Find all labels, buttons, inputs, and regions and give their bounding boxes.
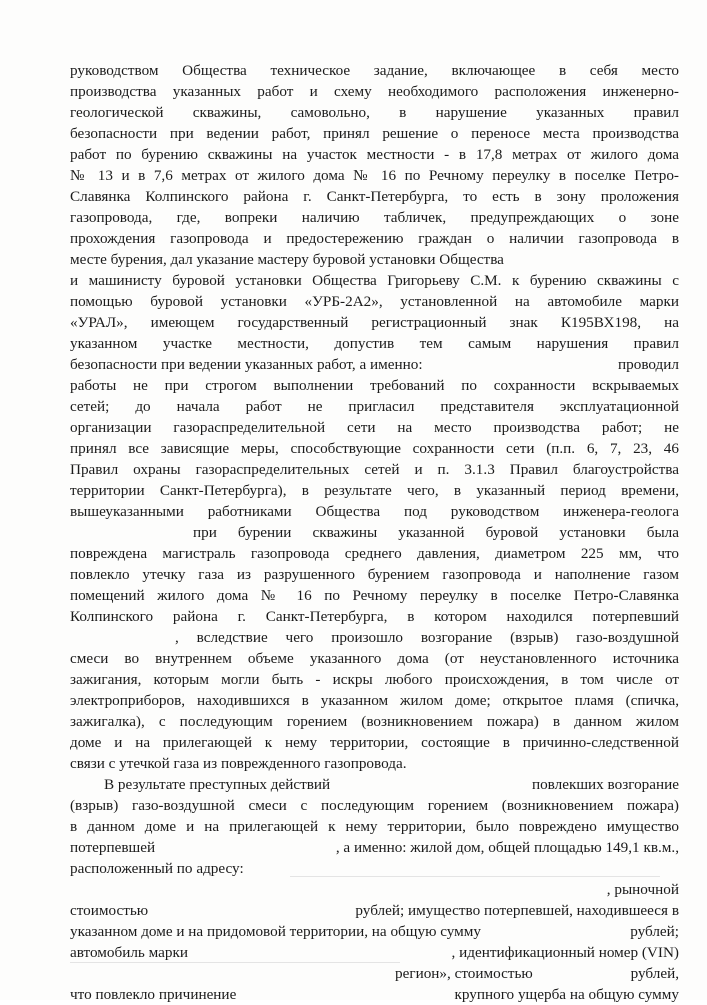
text-fragment: повлекших возгорание: [531, 776, 679, 793]
text-fragment: потерпевшей: [70, 839, 156, 856]
text-line: месте бурения, дал указание мастеру буровой установки Общества: [70, 251, 504, 268]
text-fragment: проводил: [618, 356, 679, 373]
redaction-mark: [70, 962, 400, 963]
text-line: территории Санкт-Петербурга), в результате чего, в указанный период времени,: [70, 482, 679, 499]
text-fragment: регион», стоимостью: [395, 965, 533, 982]
text-line: связи с утечкой газа из поврежденного газопровода.: [70, 755, 407, 772]
text-line: повлекло утечку газа из разрушенного бурением газопровода и наполнение газом: [70, 566, 679, 583]
text-fragment: рублей;: [630, 923, 679, 940]
text-line: указанном участке местности, допустив тем самым нарушения правил: [70, 335, 679, 352]
text-line: доме и на прилегающей к нему территории, состоящие в причинно-следственной: [70, 734, 679, 751]
text-line: помещений жилого дома № 16 по Речному переулку в поселке Петро-Славянка: [70, 587, 679, 604]
text-fragment: , идентификационный номер (VIN): [451, 944, 679, 961]
text-line: помощью буровой установки «УРБ-2А2», установленной на автомобиле марки: [70, 293, 679, 310]
text-line: безопасности при ведении работ, принял решение о переносе места производства: [70, 125, 679, 142]
redaction-mark: [290, 876, 660, 877]
text-line: № 13 и в 7,6 метрах от жилого дома № 16 по Речному переулку в поселке Петро-: [70, 167, 679, 184]
text-line: работ по бурению скважины на участок местности - в 17,8 метрах от жилого дома: [70, 146, 679, 163]
text-line: Правил охраны газораспределительных сетей и п. 3.1.3 Правил благоустройства: [70, 461, 679, 478]
text-line: электроприборов, находившихся в указанном жилом доме; открытое пламя (спичка,: [70, 692, 679, 709]
text-line: сетей; до начала работ не пригласил представителя эксплуатационной: [70, 398, 679, 415]
text-fragment: крупного ущерба на общую сумму: [454, 986, 679, 1003]
text-fragment: , рыночной: [606, 881, 679, 898]
text-line: Славянка Колпинского района г. Санкт-Петербурга, то есть в зону проложения: [70, 188, 679, 205]
text-line: геологической скважины, самовольно, в нарушение указанных правил: [70, 104, 679, 121]
text-line: вышеуказанными работниками Общества под руководством инженера-геолога: [70, 503, 679, 520]
text-fragment: что повлекло причинение: [70, 986, 237, 1003]
text-line: газопровода, где, вопреки наличию табличек, предупреждающих о зоне: [70, 209, 679, 226]
text-fragment: рублей,: [630, 965, 679, 982]
text-line: производства указанных работ и схему необходимого расположения инженерно-: [70, 83, 679, 100]
text-line: повреждена магистраль газопровода среднего давления, диаметром 225 мм, что: [70, 545, 679, 562]
text-line: Колпинского района г. Санкт-Петербурга, в котором находился потерпевший: [70, 608, 679, 625]
text-line: работы не при строгом выполнении требований по сохранности вскрываемых: [70, 377, 679, 394]
text-fragment: , а именно: жилой дом, общей площадью 149,1 кв.м.,: [335, 839, 679, 856]
text-fragment: указанном доме и на придомовой территории, на общую сумму: [70, 923, 481, 940]
text-fragment: В результате преступных действий: [104, 776, 331, 793]
text-line: руководством Общества техническое задание, включающее в себя место: [70, 62, 679, 79]
text-line: организации газораспределительной сети на место производства работ; не: [70, 419, 679, 436]
text-fragment: стоимостью: [70, 902, 149, 919]
text-fragment: автомобиль марки: [70, 944, 188, 961]
text-fragment: рублей; имущество потерпевшей, находившееся в: [355, 902, 679, 919]
text-line: при бурении скважины указанной буровой установки была: [193, 524, 679, 541]
text-line: и машинисту буровой установки Общества Григорьеву С.М. к бурению скважины с: [70, 272, 679, 289]
text-line: безопасности при ведении указанных работ, а именно:: [70, 356, 423, 373]
text-fragment: расположенный по адресу:: [70, 860, 244, 877]
text-line: , вследствие чего произошло возгорание (взрыв) газо-воздушной: [175, 629, 679, 646]
text-line: зажигания, которым могли быть - искры любого происхождения, в том числе от: [70, 671, 679, 688]
text-line: в данном доме и на прилегающей к нему территории, было повреждено имущество: [70, 818, 679, 835]
text-line: (взрыв) газо-воздушной смеси с последующим горением (возникновением пожара): [70, 797, 679, 814]
text-line: «УРАЛ», имеющем государственный регистрационный знак К195ВХ198, на: [70, 314, 679, 331]
text-line: смеси во внутреннем объеме указанного дома (от неустановленного источника: [70, 650, 679, 667]
text-line: зажигалка), с последующим горением (возникновением пожара) в данном жилом: [70, 713, 679, 730]
text-line: принял все зависящие меры, способствующие сохранности сети (п.п. 6, 7, 23, 46: [70, 440, 679, 457]
text-line: прохождения газопровода и предостережению граждан о наличии газопровода в: [70, 230, 679, 247]
